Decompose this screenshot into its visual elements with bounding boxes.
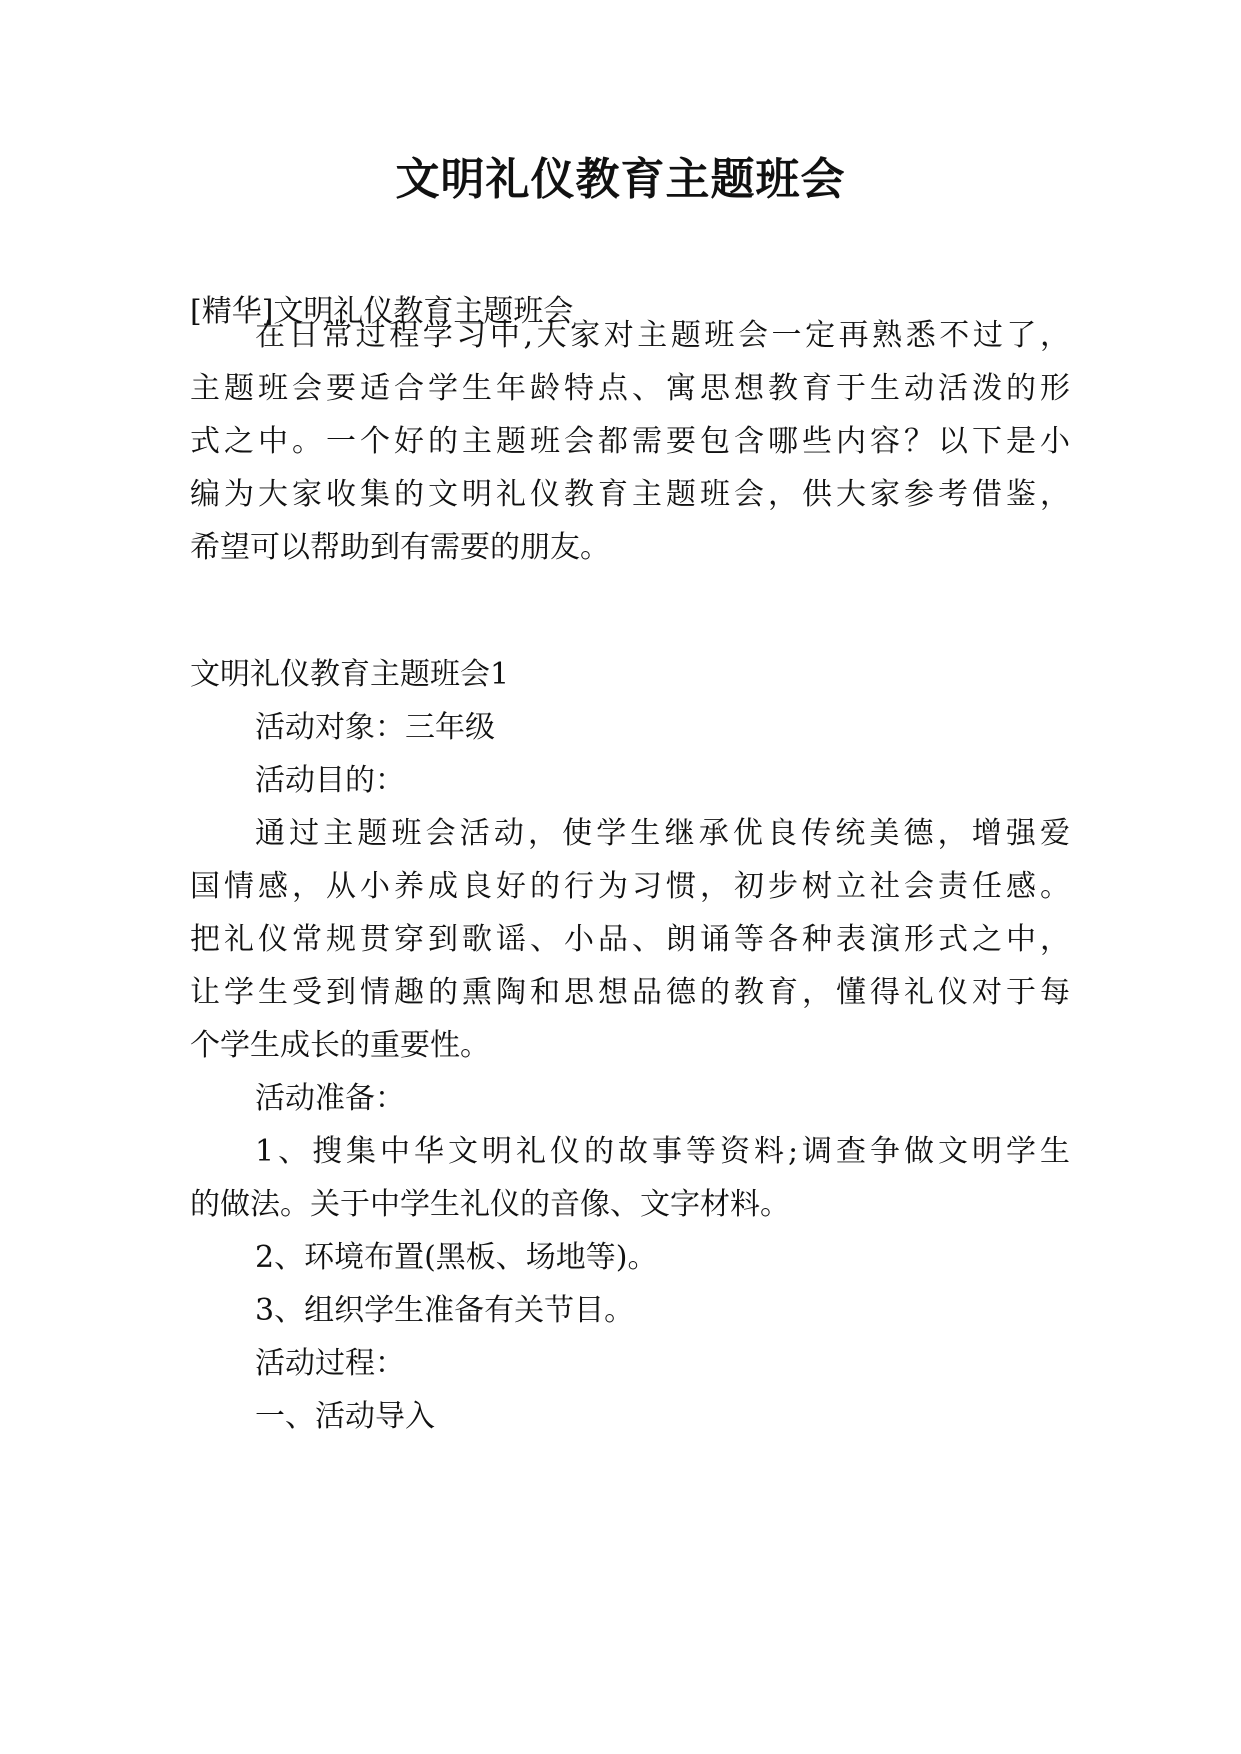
intro-line-5: 希望可以帮助到有需要的朋友。: [190, 530, 610, 565]
intro-line-1: 在日常过程学习中,大家对主题班会一定再熟悉不过了，: [255, 318, 1070, 353]
section-line-2: 活动目的：: [255, 763, 405, 798]
section-line-11: 2、环境布置(黑板、场地等)。: [255, 1240, 658, 1275]
section-line-1: 活动对象：三年级: [255, 710, 495, 745]
intro-line-3: 式之中。一个好的主题班会都需要包含哪些内容？以下是小: [190, 424, 1070, 459]
section-line-13: 活动过程：: [255, 1346, 405, 1381]
section-line-8: 活动准备：: [255, 1081, 405, 1116]
document-title: 文明礼仪教育主题班会: [395, 154, 846, 205]
section-line-3: 通过主题班会活动，使学生继承优良传统美德，增强爱: [255, 816, 1070, 851]
section-line-14: 一、活动导入: [255, 1399, 435, 1434]
section-line-12: 3、组织学生准备有关节目。: [255, 1293, 635, 1328]
intro-line-4: 编为大家收集的文明礼仪教育主题班会，供大家参考借鉴，: [190, 477, 1070, 512]
section-line-10: 的做法。关于中学生礼仪的音像、文字材料。: [190, 1187, 790, 1222]
section-line-6: 让学生受到情趣的熏陶和思想品德的教育，懂得礼仪对于每: [190, 975, 1070, 1010]
section-line-9: 1、搜集中华文明礼仪的故事等资料;调查争做文明学生: [255, 1134, 1070, 1169]
section-line-4: 国情感，从小养成良好的行为习惯，初步树立社会责任感。: [190, 869, 1070, 904]
section-heading: 文明礼仪教育主题班会1: [190, 657, 510, 692]
document-subtitle: [精华]文明礼仪教育主题班会: [190, 294, 574, 329]
section-line-7: 个学生成长的重要性。: [190, 1028, 490, 1063]
section-line-5: 把礼仪常规贯穿到歌谣、小品、朗诵等各种表演形式之中，: [190, 922, 1070, 957]
intro-line-2: 主题班会要适合学生年龄特点、寓思想教育于生动活泼的形: [190, 371, 1070, 406]
